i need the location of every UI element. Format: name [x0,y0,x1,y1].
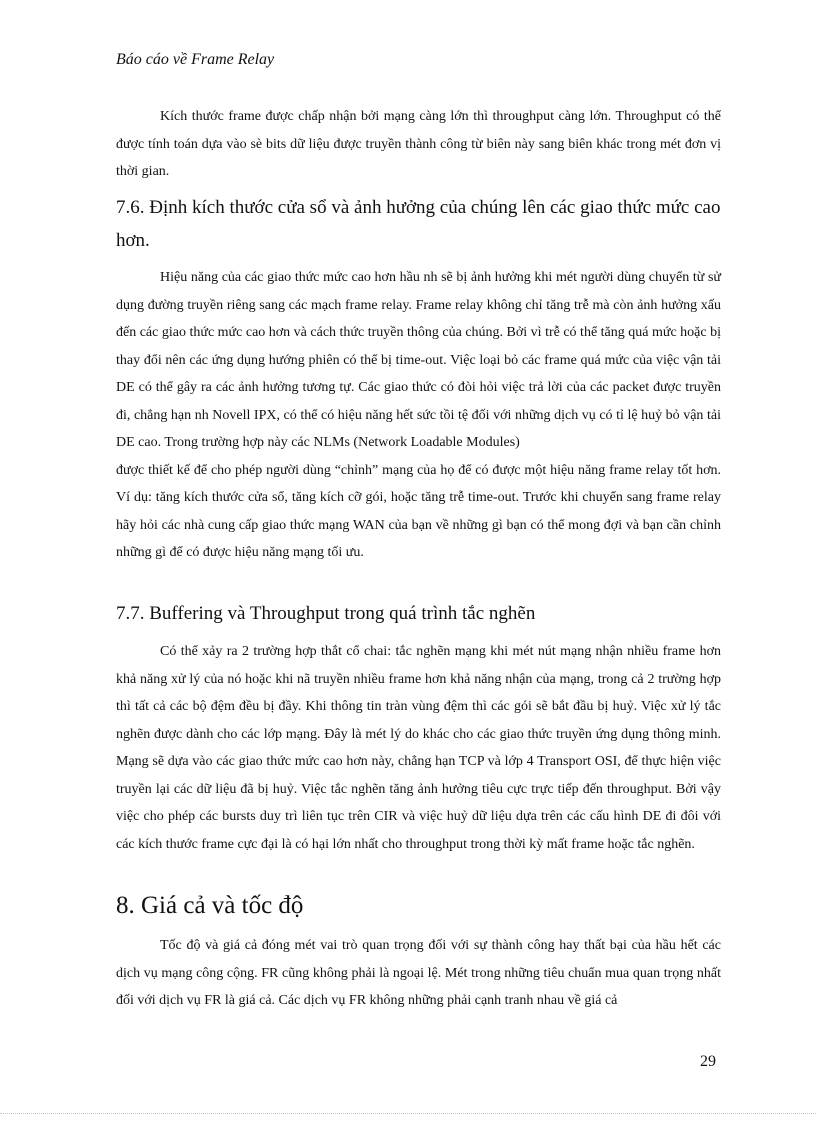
section-7-7-body [116,638,721,858]
section-8-paragraph: Tốc độ và giá cả đóng mét vai trò quan trọng đối với sự thành công hay thất bại của hầu hết các dịch vụ mạng công cộng. FR cũng không phải là ngoại lệ. Mét trong những tiêu chuẩn mua quan trọng nhất đối với dịch vụ FR là giá cả. Các dịch vụ FR không những phải cạnh tranh nhau về giá cả [116,938,721,1008]
section-7-6-paragraph-1: Hiệu năng của các giao thức mức cao hơn hầu nh sẽ bị ảnh hưởng khi mét người dùng chuyển từ sử dụng đường truyền riêng sang các mạch frame relay. Frame relay không chỉ tăng trễ mà còn ảnh hưởng xấu đến các giao thức mức cao hơn và cách thức truyền thông của chúng. Bởi vì trễ có thể tăng quá mức hoặc bị thay đổi nên các ứng dụng hướng phiên có thể bị time-out. Việc loại bỏ các frame quá mức của việc vận tải DE có thể gây ra các ảnh hưởng tương tự. Các giao thức có đòi hỏi việc trả lời của các packet được truyền đi, chẳng hạn nh Novell IPX, có thể có hiệu năng hết sức tồi tệ đối với những dịch vụ có tỉ lệ huỷ bỏ vận tải DE cao. Trong trường hợp này các NLMs (Network Loadable Modules) [116,270,721,450]
section-7-6-paragraph-2: được thiết kế để cho phép người dùng “chỉnh” mạng của họ để có được một hiệu năng frame relay tốt hơn. Ví dụ: tăng kích thước cửa sổ, tăng kích cỡ gói, hoặc tăng trễ time-out. Trước khi chuyển sang frame relay hãy hỏi các nhà cung cấp giao thức mạng WAN của bạn về những gì bạn có thể mong đợi và bạn cần chỉnh những gì để có được hiệu năng mạng tối ưu. [116,462,721,560]
section-8-body [116,932,721,1015]
section-7-7-block [116,597,721,630]
section-7-6-body [116,264,721,567]
section-8-block [116,888,721,924]
running-header: Báo cáo về Frame Relay [116,51,275,68]
section-7-6-block [116,191,721,257]
intro-paragraph-block [116,103,721,186]
section-7-7-heading: 7.7. Buffering và Throughput trong quá trình tắc nghẽn [116,603,536,624]
intro-paragraph: Kích thước frame được chấp nhận bởi mạng càng lớn thì throughput càng lớn. Throughput có thể được tính toán dựa vào sè bits dữ liệu được truyền thành công từ biên này sang biên khác trong mét đơn vị thời gian. [116,109,721,179]
page-bottom-divider [0,1113,816,1114]
page-number: 29 [700,1053,716,1070]
section-8-heading: 8. Giá cả và tốc độ [116,892,304,919]
section-7-6-heading: 7.6. Định kích thước cửa sổ và ảnh hưởng của chúng lên các giao thức mức cao hơn. [116,197,721,251]
section-7-7-paragraph: Có thể xảy ra 2 trường hợp thắt cổ chai: tắc nghẽn mạng khi mét nút mạng nhận nhiều frame hơn khả năng xử lý của nó hoặc khi nã truyền nhiều frame hơn khả năng nhận của mạng, trong cả 2 trường hợp thì tất cả các bộ đệm đều bị đầy. Khi thông tin tràn vùng đệm thì các gói sẽ bắt đầu bị huỷ. Việc xử lý tắc nghẽn được dành cho các lớp mạng. Đây là mét lý do khác cho các giao thức truyền ứng dụng thông minh. Mạng sẽ dựa vào các giao thức mức cao hơn này, chẳng hạn TCP và lớp 4 Transport OSI, để thực hiện việc truyền lại các dữ liệu đã bị huỷ. Việc tắc nghẽn tăng ảnh hưởng tiêu cực trực tiếp đến throughput. Bởi vậy việc cho phép các bursts duy trì liên tục trên CIR và việc huỷ dữ liệu dựa trên các cấu hình DE đi đôi với các kích thước frame cực đại là có hại lớn nhất cho throughput trong thời kỳ mất frame hoặc tắc nghẽn. [116,644,721,852]
